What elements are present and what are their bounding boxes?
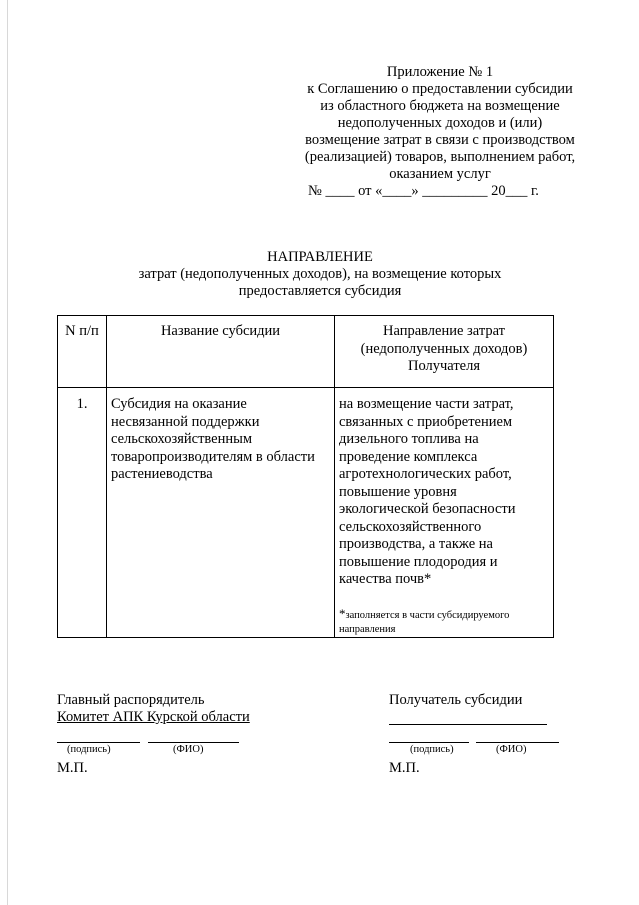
appendix-line: к Соглашению о предоставлении субсидии: [307, 81, 573, 97]
text-line: проведение комплекса: [339, 448, 478, 465]
header-direction-line: Получателя: [407, 358, 481, 374]
appendix-line: из областного бюджета на возмещение: [320, 98, 560, 114]
document-subtitle: предоставляется субсидия: [238, 283, 402, 299]
text-line: сельскохозяйственным: [111, 431, 253, 447]
left-signature-label: (подпись): [67, 744, 111, 755]
left-signer-org: Комитет АПК Курской области: [57, 709, 250, 725]
header-subsidy-name: Название субсидии: [107, 316, 335, 388]
appendix-line: (реализацией) товаров, выполнением работ,: [304, 149, 576, 165]
appendix-header: [290, 64, 590, 200]
text-line: производства, а также на: [339, 536, 493, 552]
agreement-number-line: № ____ от «____» _________ 20___ г.: [308, 183, 539, 199]
row-number: 1.: [58, 388, 107, 638]
footnote: [339, 607, 549, 637]
header-direction: [335, 316, 554, 388]
right-signer-title: Получатель субсидии: [389, 692, 523, 708]
right-name-line: [476, 742, 559, 743]
header-direction-line: Направление затрат: [382, 323, 506, 339]
footnote-text: направления: [339, 623, 396, 635]
appendix-line: Приложение № 1: [386, 64, 494, 80]
subsidy-table: [57, 315, 554, 638]
appendix-line: оказанием услуг: [389, 166, 491, 182]
right-signature-label: (подпись): [410, 744, 454, 755]
document-title: НАПРАВЛЕНИЕ: [267, 249, 373, 265]
left-stamp-label: М.П.: [57, 760, 88, 776]
text-line: экологической безопасности: [339, 501, 516, 517]
left-signature-line: [57, 742, 140, 743]
row-subsidy-name: [107, 388, 335, 638]
row-direction: [335, 388, 554, 638]
text-line: товаропроизводителям в области: [111, 448, 315, 465]
text-line: повышение плодородия и: [339, 553, 498, 570]
right-name-label: (ФИО): [496, 744, 527, 755]
text-line: несвязанной поддержки: [111, 413, 260, 430]
document-heading: [100, 249, 540, 300]
footnote-star: *: [339, 605, 346, 621]
text-line: качества почв*: [339, 571, 432, 587]
page-edge: [7, 0, 8, 905]
table-row: [58, 388, 554, 638]
left-name-label: (ФИО): [173, 744, 204, 755]
appendix-line: возмещение затрат в связи с производством: [305, 132, 575, 148]
document-subtitle: затрат (недополученных доходов), на возмещение которых: [138, 266, 502, 282]
text-line: дизельного топлива на: [339, 431, 479, 447]
text-line: на возмещение части затрат,: [339, 396, 514, 412]
left-name-line: [148, 742, 239, 743]
text-line: сельскохозяйственного: [339, 518, 482, 535]
right-stamp-label: М.П.: [389, 760, 420, 776]
right-org-line: [389, 724, 547, 725]
right-signature-line: [389, 742, 469, 743]
text-line: агротехнологических работ,: [339, 466, 512, 482]
text-line: растениеводства: [111, 466, 213, 482]
header-number: N п/п: [58, 316, 107, 388]
appendix-line: недополученных доходов и (или): [337, 115, 543, 131]
text-line: повышение уровня: [339, 483, 457, 500]
table-header-row: [58, 316, 554, 388]
header-direction-line: (недополученных доходов): [360, 340, 528, 357]
text-line: Субсидия на оказание: [111, 396, 247, 412]
footnote-text: заполняется в части субсидируемого: [345, 609, 510, 621]
text-line: связанных с приобретением: [339, 413, 513, 430]
left-signer-title: Главный распорядитель: [57, 692, 205, 708]
